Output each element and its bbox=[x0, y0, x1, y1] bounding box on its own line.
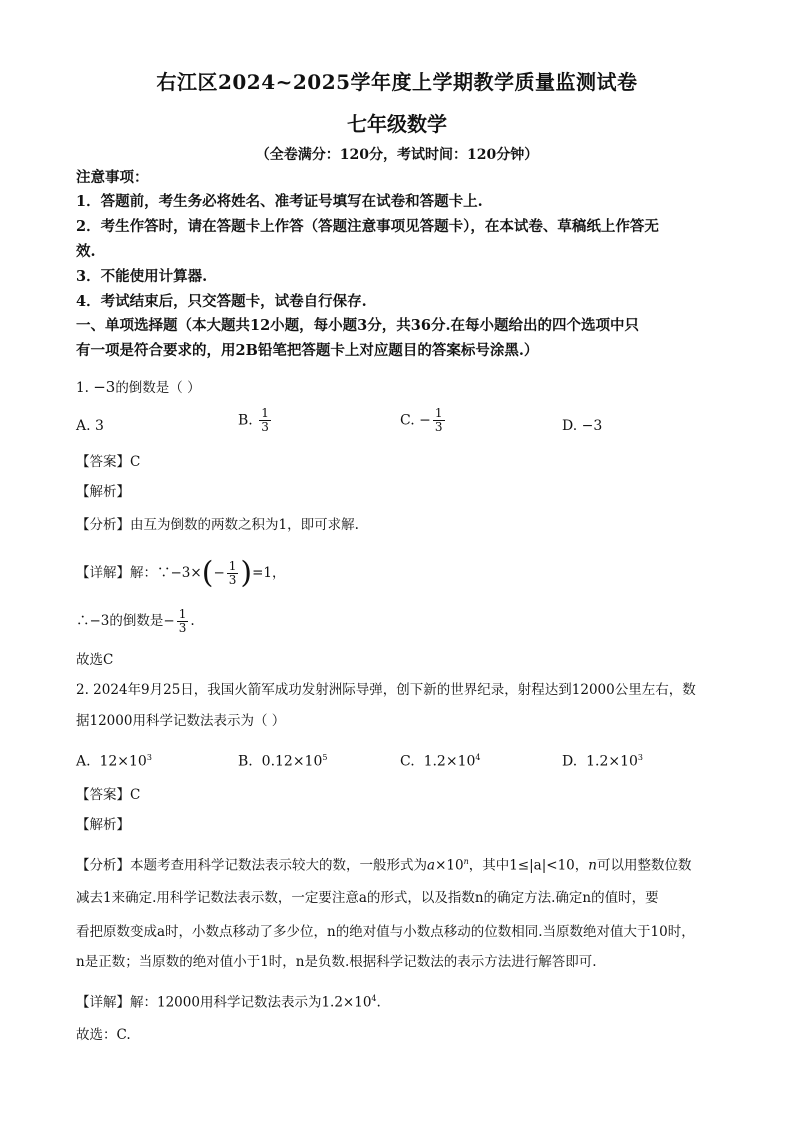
detail-expr: −3× bbox=[170, 565, 202, 581]
analysis-text-4: n是正数；当原数的绝对值小于1时，n是负数.根据科学记数法的表示方法进行解答即可. bbox=[76, 954, 597, 970]
detail-line bbox=[76, 989, 381, 1013]
option-label: D. bbox=[562, 753, 578, 770]
option-c bbox=[400, 407, 447, 434]
analysis-text-2: 减去1来确定.用科学记数法表示数，一定要注意a的形式，以及指数n的确定方法.确定n的值时，要 bbox=[76, 890, 659, 906]
analysis-text-3: 看把原数变成a时，小数点移动了多少位，n的绝对值与小数点移动的位数相同.当原数绝对值大于10时， bbox=[76, 924, 695, 940]
option-b bbox=[238, 748, 327, 772]
option-label: B. bbox=[238, 753, 253, 770]
option-b bbox=[238, 407, 273, 434]
analysis-part: 可以用整数位数 bbox=[596, 857, 692, 874]
exam-title: 右江区2024~2025学年度上学期教学质量监测试卷 bbox=[156, 70, 638, 94]
note-item-4: 4．考试结束后，只交答题卡，试卷自行保存. bbox=[76, 293, 367, 310]
period: . bbox=[190, 613, 195, 629]
option-d: D. −3 bbox=[562, 418, 603, 434]
section-heading-cont: 有一项是符合要求的，用2B铅笔把答题卡上对应题目的答案标号涂黑.） bbox=[76, 342, 539, 359]
minus-sign: − bbox=[163, 613, 175, 629]
exam-subtitle: 七年级数学 bbox=[347, 112, 447, 136]
analysis-part: ， bbox=[574, 857, 589, 874]
option-label: C. bbox=[400, 753, 415, 770]
minus-sign: − bbox=[419, 412, 431, 429]
option-d bbox=[562, 748, 643, 772]
left-paren: ( bbox=[201, 555, 214, 591]
note-item-3: 3．不能使用计算器. bbox=[76, 268, 208, 285]
sci-base: 1.2×10 bbox=[586, 753, 638, 770]
fraction bbox=[177, 608, 189, 635]
analysis-label: 【解析】 bbox=[76, 817, 130, 833]
fraction bbox=[227, 560, 239, 587]
exponent-n: n bbox=[463, 857, 469, 866]
exponent: 5 bbox=[322, 753, 328, 762]
sci-base: 12×10 bbox=[99, 753, 147, 770]
numerator: 1 bbox=[178, 607, 187, 621]
option-a: A. 3 bbox=[76, 418, 104, 434]
question-2: 2. 2024年9月25日，我国火箭军成功发射洲际导弹，创下新的世界纪录，射程达到12000公里左右，数 bbox=[76, 682, 696, 698]
therefore-line bbox=[76, 603, 195, 639]
exponent: 3 bbox=[637, 753, 643, 762]
var-a: a bbox=[427, 857, 436, 874]
section-heading: 一、单项选择题（本大题共12小题，每小题3分，共36分.在每小题给出的四个选项中只 bbox=[76, 317, 639, 334]
sci-base: 1.2×10 bbox=[423, 753, 476, 770]
option-label: B. bbox=[238, 412, 253, 429]
option-c bbox=[400, 748, 480, 772]
question-text: 的倒数是（ ） bbox=[115, 380, 201, 396]
var-n: n bbox=[588, 857, 597, 874]
fraction bbox=[433, 407, 445, 434]
question-2-cont: 据12000用科学记数法表示为（ ） bbox=[76, 713, 286, 729]
detail-text: 【详解】解：12000用科学记数法表示为 bbox=[76, 994, 322, 1011]
numerator: 1 bbox=[261, 406, 269, 420]
period: . bbox=[376, 994, 381, 1011]
exponent: 4 bbox=[371, 994, 377, 1003]
exponent: 3 bbox=[146, 753, 152, 762]
exponent: 4 bbox=[475, 753, 481, 762]
question-expr: −3 bbox=[93, 378, 116, 396]
sci-base: 0.12×10 bbox=[261, 753, 323, 770]
analysis-label: 【解析】 bbox=[76, 484, 130, 500]
right-paren: ) bbox=[240, 555, 253, 591]
option-label: C. bbox=[400, 412, 415, 429]
conclusion: 故选：C. bbox=[76, 1027, 131, 1043]
detail-equals: =1， bbox=[252, 565, 286, 581]
denominator: 3 bbox=[178, 621, 187, 635]
minus-sign: − bbox=[213, 565, 225, 581]
times-ten: ×10 bbox=[435, 857, 464, 874]
range-expr: 1≤|a|<10 bbox=[509, 857, 575, 874]
answer-line: 【答案】C bbox=[76, 787, 141, 803]
option-label: A. bbox=[76, 753, 91, 770]
analysis-text: 【分析】由互为倒数的两数之积为1，即可求解. bbox=[76, 517, 359, 533]
question-1 bbox=[76, 377, 201, 398]
detail-line bbox=[76, 553, 286, 593]
analysis-part: ，其中 bbox=[468, 857, 510, 874]
therefore-text: ∴−3的倒数是 bbox=[76, 613, 164, 629]
note-item-2-cont: 效. bbox=[76, 243, 96, 260]
question-number: 1. bbox=[76, 380, 89, 396]
option-a bbox=[76, 748, 152, 772]
denominator: 3 bbox=[228, 573, 237, 587]
detail-label: 【详解】解：∵ bbox=[76, 565, 171, 581]
analysis-part: 【分析】本题考查用科学记数法表示较大的数，一般形式为 bbox=[76, 857, 427, 874]
note-item-1: 1．答题前，考生务必将姓名、准考证号填写在试卷和答题卡上. bbox=[76, 193, 483, 210]
denominator: 3 bbox=[261, 420, 269, 434]
answer-line: 【答案】C bbox=[76, 454, 141, 470]
conclusion: 故选C bbox=[76, 652, 114, 668]
numerator: 1 bbox=[434, 406, 443, 420]
notes-heading: 注意事项： bbox=[76, 169, 149, 186]
numerator: 1 bbox=[228, 559, 237, 573]
denominator: 3 bbox=[434, 420, 443, 434]
sci-base: 1.2×10 bbox=[321, 994, 372, 1011]
note-item-2: 2．考生作答时，请在答题卡上作答（答题注意事项见答题卡），在本试卷、草稿纸上作答无 bbox=[76, 218, 659, 235]
analysis-text bbox=[76, 852, 691, 876]
score-note: （全卷满分：120分，考试时间：120分钟） bbox=[255, 147, 539, 163]
fraction bbox=[259, 407, 271, 434]
